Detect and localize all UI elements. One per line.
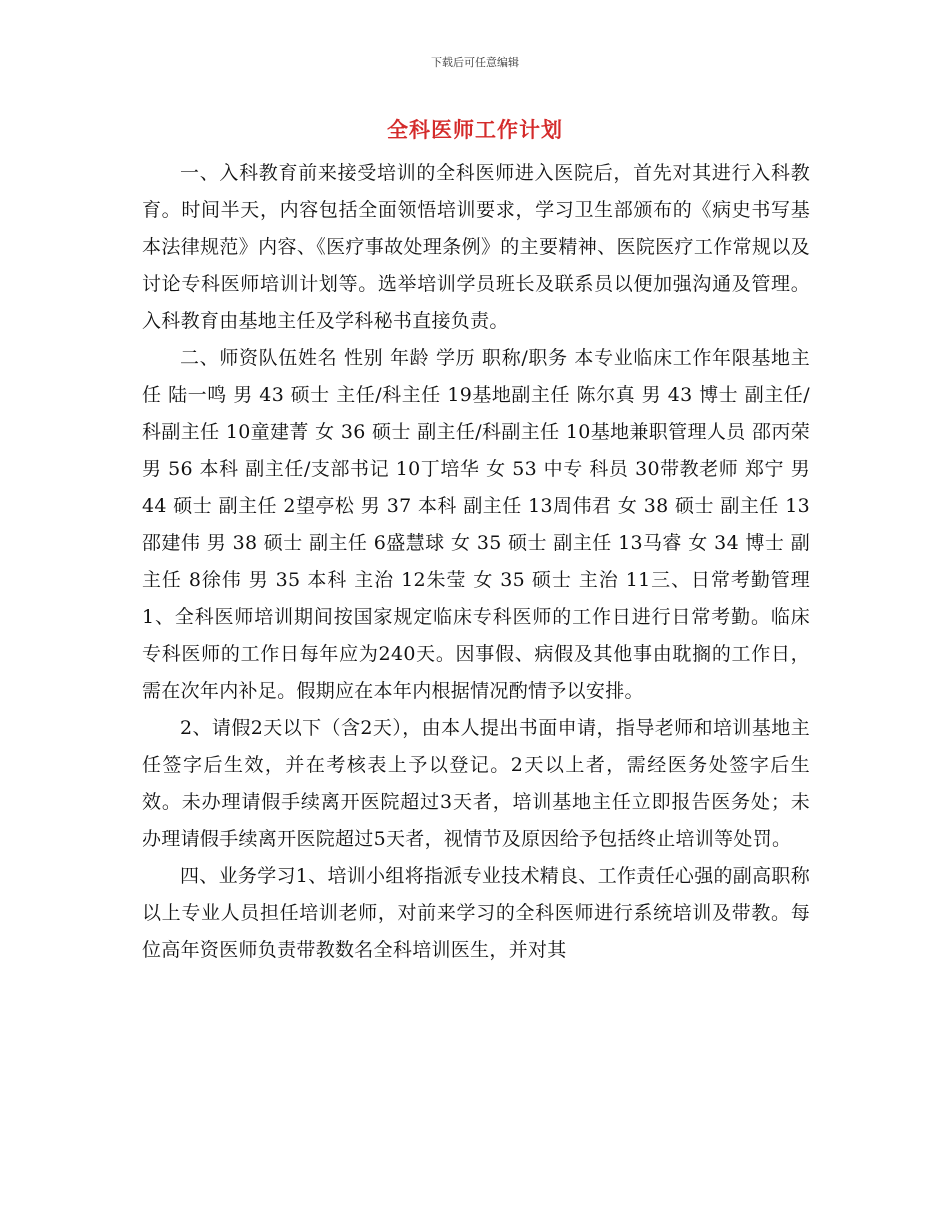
paragraph-professional-study: 四、业务学习1、培训小组将指派专业技术精良、工作责任心强的副高职称以上专业人员担任培训老师，对前来学习的全科医师进行系统培训及带教。每位高年资医师负责带教数名全科培训医生，并对其 — [142, 865, 810, 961]
paragraph-orientation: 一、入科教育前来接受培训的全科医师进入医院后，首先对其进行入科教育。时间半天，内容包括全面领悟培训要求，学习卫生部颁布的《病史书写基本法律规范》内容、《医疗事故处理条例》的主要精神、医院医疗工作常规以及讨论专科医师培训计划等。选举培训学员班长及联系员以便加强沟通及管理。入科教育由基地主任及学科秘书直接负责。 — [142, 162, 810, 332]
page-header: 下载后可任意编辑 — [431, 56, 519, 69]
document-body — [142, 155, 810, 969]
paragraph-leave-policy: 2、请假2天以下（含2天），由本人提出书面申请，指导老师和培训基地主任签字后生效，并在考核表上予以登记。2天以上者，需经医务处签字后生效。未办理请假手续离开医院超过3天者，培训基地主任立即报告医务处；未办理请假手续离开医院超过5天者，视情节及原因给予包括终止培训等处罚。 — [142, 717, 810, 850]
paragraph-faculty-and-attendance: 二、师资队伍姓名 性别 年龄 学历 职称/职务 本专业临床工作年限基地主任 陆一鸣 男 43 硕士 主任/科主任 19基地副主任 陈尔真 男 43 博士 副主任/科副主任 10童建菁 女 36 硕士 副主任/科副主任 10基地兼职管理人员 邵丙荣 男 56 本科 副主任/支部书记 10丁培华 女 53 中专 科员 30带教老师 郑宁 男 44 硕士 副主任 2望亭松 男 37 本科 副主任 13周伟君 女 38 硕士 副主任 13邵建伟 男 38 硕士 副主任 6盛慧球 女 35 硕士 副主任 13马睿 女 34 博士 副主任 8徐伟 男 35 本科 主治 12朱莹 女 35 硕士 主治 11三、日常考勤管理1、全科医师培训期间按国家规定临床专科医师的工作日进行日常考勤。临床专科医师的工作日每年应为240天。因事假、病假及其他事由耽搁的工作日，需在次年内补足。假期应在本年内根据情况酌情予以安排。 — [142, 347, 810, 702]
document-title: 全科医师工作计划 — [387, 117, 563, 142]
